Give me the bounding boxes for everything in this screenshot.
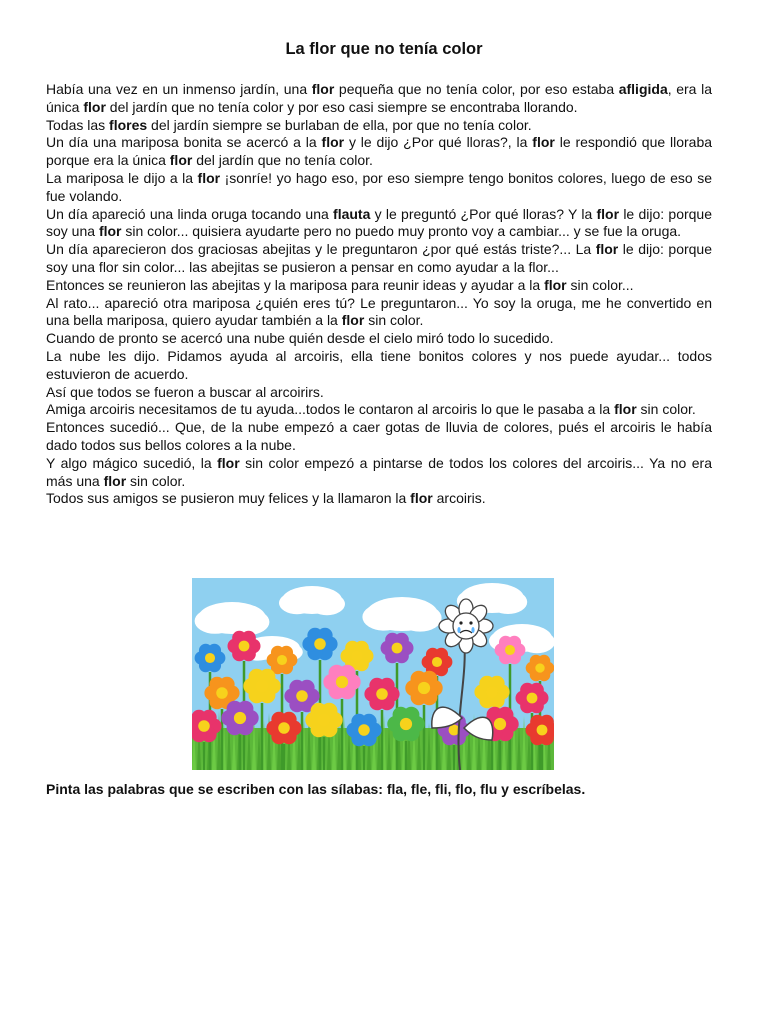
bold-word: flor — [197, 169, 221, 186]
text-run: Así que todos se fueron a buscar al arcoirirs. — [46, 383, 324, 400]
flower-center — [216, 687, 228, 699]
face-eye — [469, 621, 472, 624]
text-run: sin color. — [126, 472, 186, 489]
flower-center — [314, 638, 326, 650]
flower-center — [418, 682, 430, 694]
bold-word: flor — [614, 401, 637, 418]
text-run: Amiga arcoiris necesitamos de tu ayuda...todos le contaron al arcoiris lo que le pasaba a la — [46, 401, 615, 418]
cloud — [489, 590, 527, 614]
flower-center — [198, 720, 210, 732]
story-paragraph — [46, 277, 712, 295]
text-run: pequeña que no tenía color, por eso estaba — [334, 81, 619, 97]
garden-svg — [192, 578, 554, 770]
bold-word: flor — [103, 472, 127, 489]
text-run: del jardín que no tenía color. — [192, 152, 373, 169]
flower-center — [336, 676, 348, 688]
text-run: sin color... quisiera ayudarte pero no puedo muy pronto voy a cambiar... y se fue la oruga. — [121, 223, 682, 240]
flower-center — [486, 686, 498, 698]
text-run: Entonces sucedió... Que, de la nube empezó a caer gotas de lluvia de colores, pués el arcoiris le había dado todos sus bellos colores a la nube. — [46, 419, 712, 453]
flower-center — [278, 722, 290, 734]
flower-center — [537, 725, 548, 736]
flower-center — [505, 645, 515, 655]
flower-center — [296, 690, 308, 702]
flower-center — [352, 651, 363, 662]
bold-word: flor — [532, 134, 555, 151]
face-eye — [459, 621, 462, 624]
white-flower-face — [453, 613, 479, 639]
text-run: Un día una mariposa bonita se acercó a la — [46, 134, 322, 151]
flower-center — [494, 718, 506, 730]
story-paragraph — [46, 134, 712, 170]
tear-drop — [457, 627, 460, 633]
text-run: ¡sonríe! yo hago eso, por eso siempre tengo bonitos colores, luego de eso se fue volando. — [46, 169, 712, 204]
text-run: La mariposa le dijo a la — [46, 169, 198, 186]
story-paragraph — [46, 206, 712, 242]
bold-word: flauta — [333, 205, 371, 222]
bold-word: flor — [544, 276, 567, 293]
flower-center — [239, 641, 250, 652]
text-run: del jardín siempre se burlaban de ella, por que no tenía color. — [147, 116, 532, 133]
bold-word: flor — [341, 312, 365, 329]
flower-center — [205, 653, 215, 663]
bold-word: flor — [410, 490, 433, 507]
cloud — [398, 604, 441, 631]
text-run: Un día apareció una linda oruga tocando una — [46, 205, 334, 222]
text-run: y le dijo ¿Por qué lloras?, la — [344, 134, 533, 151]
bold-word: flor — [83, 98, 106, 115]
text-run: Al rato... apareció otra mariposa ¿quién eres tú? Le preguntaron... Yo soy la oruga, me he convertido en una bella mariposa, quiero ayudar también a la — [46, 294, 712, 329]
story-paragraph — [46, 455, 712, 491]
story-paragraph — [46, 241, 712, 277]
cloud — [309, 593, 345, 615]
bold-word: flor — [98, 223, 122, 240]
text-run: sin color empezó a pintarse de todos los colores del arcoiris... Ya no era más una — [46, 454, 712, 489]
flower-center — [535, 663, 544, 672]
story-paragraph — [46, 81, 712, 117]
text-run: La nube les dijo. Pidamos ayuda al arcoiris, ella tiene bonitos colores y nos puede ayudar... todos estuvieron de acuerdo. — [46, 347, 712, 382]
bold-word: flor — [321, 134, 345, 151]
text-run: del jardín que no tenía color y por eso casi siempre se encontraba llorando. — [105, 98, 578, 115]
text-run: le dijo: porque soy una — [46, 205, 712, 240]
text-run: sin color. — [364, 312, 424, 329]
text-run: Cuando de pronto se acercó una nube quién desde el cielo miró todo lo sucedido. — [46, 330, 554, 347]
flower-center — [527, 693, 538, 704]
flower-center — [392, 643, 403, 654]
story-paragraph — [46, 170, 712, 206]
flower-center — [358, 724, 370, 736]
flower-center — [432, 657, 442, 667]
story-paragraph — [46, 348, 712, 384]
document-title: La flor que no tenía color — [285, 40, 483, 58]
story-paragraph — [46, 330, 712, 348]
flower-center — [376, 688, 388, 700]
text-run: y le preguntó ¿Por qué lloras? Y la — [370, 205, 597, 222]
text-run: sin color. — [636, 401, 696, 418]
story-paragraph — [46, 117, 712, 135]
bold-word: flor — [217, 454, 240, 471]
text-run: sin color... — [566, 276, 634, 293]
text-run: Y algo mágico sucedió, la — [46, 454, 218, 471]
text-run: Un día aparecieron dos graciosas abejitas y le preguntaron ¿por qué estás triste?... La — [46, 241, 596, 258]
text-run: , era la única — [46, 81, 712, 115]
text-run: Todas las — [46, 116, 110, 133]
text-run: arcoiris. — [432, 490, 486, 507]
flower-center — [256, 680, 268, 692]
flower-garden-illustration — [192, 578, 554, 770]
bold-word: flores — [109, 116, 148, 133]
tear-drop — [471, 627, 474, 633]
text-run: le respondió que lloraba porque era la única — [46, 134, 713, 169]
text-run: Todos sus amigos se pusieron muy felices y la llamaron la — [46, 490, 411, 507]
story-paragraph — [46, 384, 712, 402]
story-paragraph — [46, 401, 712, 419]
story-paragraph — [46, 490, 712, 508]
flower-center — [318, 714, 330, 726]
exercise-instruction: Pinta las palabras que se escriben con las sílabas: fla, fle, fli, flo, flu y escríbelas. — [46, 781, 586, 797]
text-run: Entonces se reunieron las abejitas y la mariposa para reunir ideas y ayudar a la — [46, 276, 545, 293]
bold-word: flor — [169, 152, 193, 169]
bold-word: flor — [311, 81, 335, 97]
bold-word: afligida — [618, 81, 668, 97]
text-run: le dijo: porque soy una flor sin color... las abejitas se pusieron a pensar en como ayudar a la flor... — [46, 241, 712, 275]
bold-word: flor — [596, 205, 620, 222]
flower-center — [234, 712, 246, 724]
story-paragraph — [46, 419, 712, 455]
story-text — [46, 81, 712, 508]
text-run: Había una vez en un inmenso jardín, una — [46, 81, 312, 97]
flower-center — [277, 655, 287, 665]
bold-word: flor — [595, 241, 619, 258]
story-paragraph — [46, 295, 712, 331]
flower-center — [400, 718, 412, 730]
